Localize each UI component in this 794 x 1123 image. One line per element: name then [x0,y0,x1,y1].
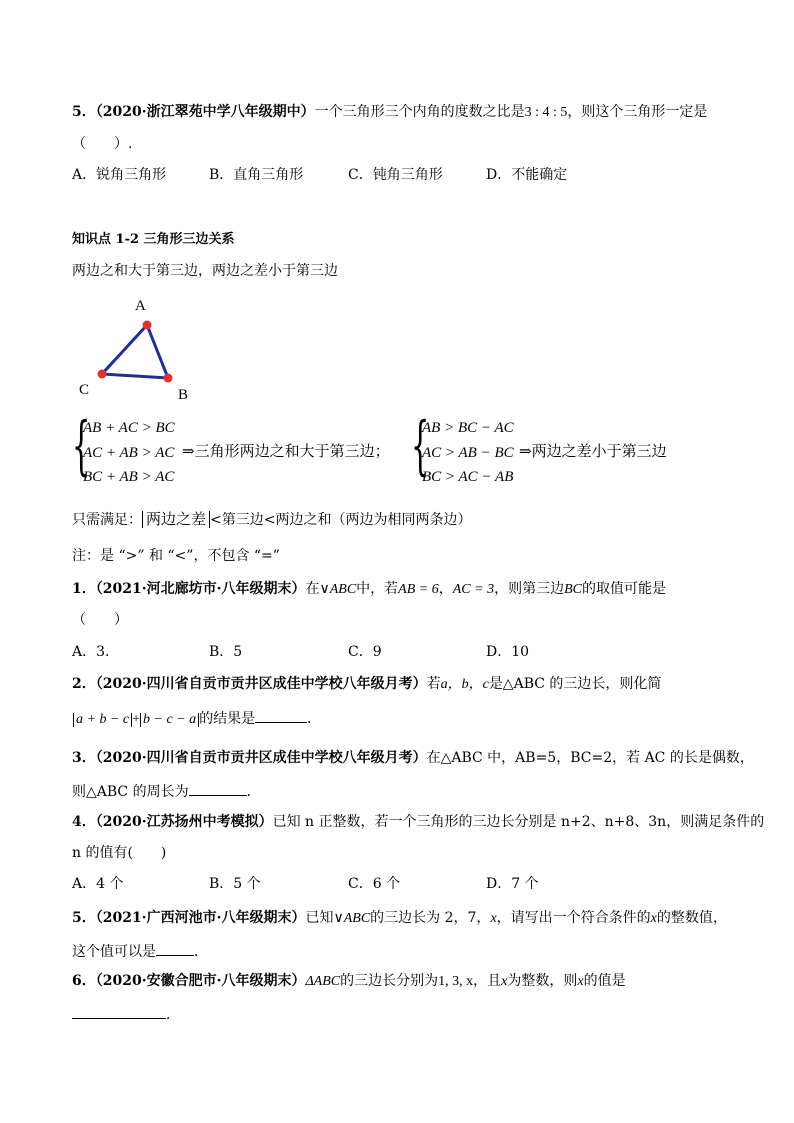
vertex-b [164,374,173,383]
question-number: 4． [72,814,96,830]
question-number: 1． [72,581,96,597]
question-4-line2: n 的值有( ) [72,845,167,861]
answer-blank[interactable] [72,1006,166,1019]
question-source: （2020·江苏扬州中考模拟） [95,814,273,830]
text: 在△ABC 中，AB=5，BC=2，若 AC 的长是偶数， [426,750,754,766]
answer-paren: （ ） [72,612,128,628]
question-2-expression [73,710,321,727]
option-c: C．9 [348,644,382,660]
question-tail: ，则这个三角形一定是 [567,104,708,120]
answer-blank[interactable] [189,783,247,796]
vertex-a [143,321,152,330]
question-4 [72,815,764,829]
question-source: （2020·浙江翠苑中学八年级期中） [95,104,315,120]
label-b: B [178,387,189,403]
right-brace: { [411,409,430,483]
only-rest: <第三边<两边之和（两边为相同两条边） [210,512,472,528]
text: ，则第三边 [494,581,565,597]
text: 的三边长为 2，7， [370,910,491,926]
variable-x: x [577,974,584,989]
difference-of-two-sides: 两边之差 [142,511,210,528]
question-number: 5． [72,104,96,120]
abs-expr-2: b − c − a [140,713,199,727]
option-a: A．锐角三角形 [72,167,167,183]
question-number: 2． [72,676,96,692]
question-source: （2020·四川省自贡市贡井区成佳中学校八年级月考） [95,676,427,692]
text: ，且 [473,973,502,989]
variable-x: x [501,974,508,989]
ineq-right-conclusion: ⇒两边之差小于第三边 [519,442,667,460]
question-6 [72,974,626,989]
question-source: （2020·四川省自贡市贡井区成佳中学校八年级月考） [95,750,427,766]
math-ab: AB = 6 [398,582,439,597]
question-source: （2021·广西河池市·八年级期末） [95,910,306,926]
ineq-right-1: AB > BC − AC [422,420,514,436]
question-2 [72,677,661,692]
option-d: D．10 [486,644,530,660]
question-3 [72,751,754,765]
text: 的三边长分别为 [340,973,439,989]
text: 为整数，则 [507,973,578,989]
text: 若 [426,676,441,692]
question-number: 3． [72,750,96,766]
triangle-symbol: ∨ABC [333,911,371,926]
plus-sign: + [132,712,141,727]
answer-blank[interactable] [255,710,307,723]
question-number: 5． [72,910,96,926]
text: ，请写出一个符合条件的 [496,910,651,926]
abs-expr-1: a + b − c [73,713,132,727]
math-bc: BC [564,582,582,597]
question-5 [72,911,727,926]
ratio: 3 : 4 : 5 [524,105,568,120]
text: 这个值可以是 [72,944,156,960]
text: ． [307,711,322,727]
label-c: C [79,382,90,398]
ineq-left-1: AB + AC > BC [83,420,175,436]
text: 的值是 [583,973,626,989]
ineq-right-3: BC > AC − AB [422,469,514,485]
question-number: 6． [72,973,96,989]
text: 则△ABC 的周长为 [72,784,189,800]
text: 已知 n 正整数，若一个三角形的三边长分别是 n+2、n+8、3n，则满足条件的 [272,814,765,830]
option-d: D．7 个 [486,876,539,892]
question-1 [72,582,666,597]
question-source: （2021·河北廊坊市·八年级期末） [95,581,306,597]
vertex-c [98,370,107,379]
option-d: D．不能确定 [486,167,568,183]
ineq-right-2: AC > AB − BC [422,445,514,461]
label-a: A [135,298,146,314]
option-a: A．4 个 [72,876,124,892]
text: 的取值可能是 [581,581,666,597]
option-a: A．3． [72,644,120,660]
triangle-edges [102,325,168,378]
ineq-left-3: BC + AB > AC [83,469,175,485]
text: ． [166,1007,180,1023]
option-b: B．直角三角形 [209,167,304,183]
triangle-symbol: ΔABC [305,974,341,989]
question-5-top [72,105,707,120]
ineq-left-2: AC + AB > AC [83,445,175,461]
variable-x: x [490,911,497,926]
option-c: C．6 个 [348,876,401,892]
question-3-line2 [72,783,261,799]
text: 的整数值， [656,910,727,926]
text: ． [194,944,208,960]
text: 是△ABC 的三边长，则化简 [488,676,662,692]
left-brace: { [72,409,91,483]
text: ， [438,581,453,597]
answer-blank[interactable] [156,943,194,956]
only-prefix: 只需满足： [72,512,142,528]
text: 中，若 [356,581,399,597]
variables: a，b，c [440,677,489,692]
option-c: C．钝角三角形 [348,167,443,183]
text: ． [246,784,261,800]
option-b: B．5 [209,644,243,660]
note: 注：是 “>” 和 “<”，不包含 “=” [72,548,280,564]
text: 的结果是 [199,711,256,727]
only-condition [72,511,471,528]
section-rule: 两边之和大于第三边，两边之差小于第三边 [72,263,338,279]
text: 已知 [305,910,334,926]
option-b: B．5 个 [209,876,261,892]
triangle-symbol: ∨ABC [319,582,357,597]
answer-paren: （ ）. [72,136,133,152]
question-source: （2020·安徽合肥市·八年级期末） [95,973,306,989]
question-6-line2 [72,1006,180,1022]
math-ac: AC = 3 [452,582,495,597]
side-lengths: 1, 3, x [438,974,474,989]
question-5-line2 [72,943,208,959]
ineq-left-conclusion: ⇒三角形两边之和大于第三边； [182,442,390,460]
question-text: 一个三角形三个内角的度数之比是 [314,104,525,120]
section-heading: 知识点 1-2 三角形三边关系 [72,232,235,247]
variable-x: x [650,911,657,926]
text: 在 [305,581,320,597]
